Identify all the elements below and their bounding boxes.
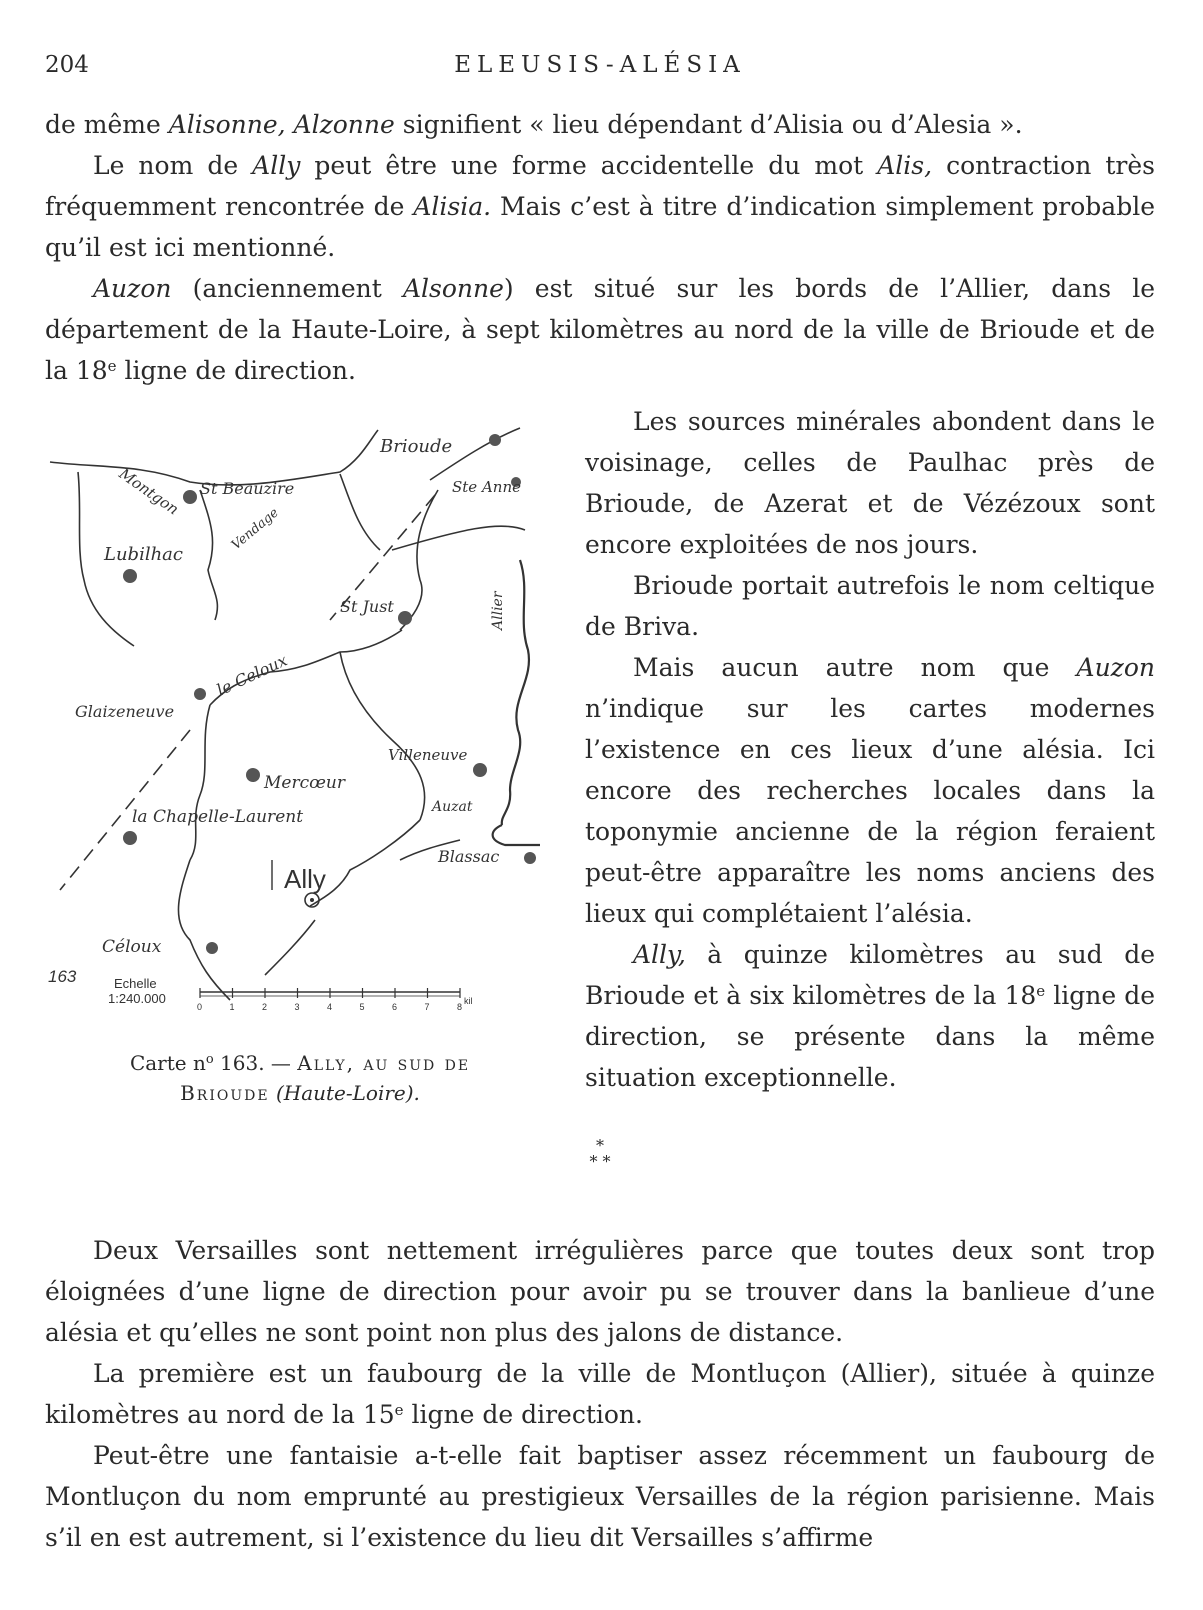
map-number: 163 — [48, 967, 77, 986]
map-scale — [48, 967, 473, 1012]
paragraph: Peut-être une fantaisie a-t-elle fait baptiser assez récemment un faubourg de Montluçon du nom emprunté au prestigieux Versailles de la région parisienne. Mais s’il en est autrement, si l’existence du lieu dit Versailles s’affirme — [45, 1441, 1155, 1552]
label-montgon: Montgon — [115, 464, 183, 519]
column-text-block — [585, 401, 1155, 1098]
paragraph: de même Alisonne, Alzonne signifient « lieu dépendant d’Alisia ou d’Alesia ». — [45, 110, 1023, 139]
paragraph: Auzon (anciennement Alsonne) est situé sur les bords de l’Allier, dans le département de la Haute-Loire, à sept kilomètres au nord de la ville de Brioude et de la 18e ligne de direction. — [45, 274, 1155, 385]
label-ally: Ally — [284, 864, 326, 894]
top-text-block — [45, 104, 1155, 391]
town-marker — [246, 768, 260, 782]
scale-tick-label: 0 — [197, 1002, 203, 1012]
label-allier: Allier — [490, 591, 506, 630]
running-title: ELEUSIS-ALÉSIA — [454, 52, 746, 78]
town-marker — [206, 942, 218, 954]
town-marker — [473, 763, 487, 777]
figure-caption: Carte $n^o$ 163. — Ally, au sud de Brioude (Haute-Loire). — [129, 1051, 471, 1105]
scale-tick-label: 2 — [262, 1002, 268, 1012]
bottom-text-block — [45, 1230, 1155, 1558]
paragraph: La première est un faubourg de la ville de Montluçon (Allier), située à quinze kilomètres au nord de la 15e ligne de direction. — [45, 1359, 1155, 1429]
town-marker — [183, 490, 197, 504]
scale-tick-label: 1 — [229, 1002, 235, 1012]
town-marker — [194, 688, 206, 700]
label-blassac: Blassac — [438, 847, 500, 866]
scale-unit: kil — [464, 996, 473, 1006]
label-lubilhac: Lubilhac — [104, 544, 183, 565]
scale-label: Echelle — [114, 976, 157, 991]
town-marker — [123, 831, 137, 845]
label-auzat: Auzat — [432, 799, 473, 815]
scale-tick-label: 5 — [359, 1002, 365, 1012]
town-marker — [398, 611, 412, 625]
label-ste-anne: Ste Anne — [452, 478, 521, 496]
label-la-chapelle-laurent: la Chapelle-Laurent — [132, 807, 304, 827]
paragraph: Les sources minérales abondent dans le voisinage, celles de Paulhac près de Brioude, de Azerat et de Vézézoux sont encore exploitées de nos jours. — [585, 407, 1155, 559]
paragraph: Ally, à quinze kilomètres au sud de Brioude et à six kilomètres de la 18e ligne de direction, se présente dans la même situation exceptionnelle. — [585, 940, 1155, 1092]
scale-ratio: 1:240.000 — [108, 991, 166, 1006]
town-marker — [123, 569, 137, 583]
label-celoux: Céloux — [102, 937, 162, 957]
label-st-beauzire: St Beauzire — [200, 479, 295, 498]
paragraph: Deux Versailles sont nettement irrégulières parce que toutes deux sont trop éloignées d’une ligne de direction pour avoir pu se trouver dans la banlieue d’une alésia et qu’elles ne sont point non plus des jalons de distance. — [45, 1236, 1155, 1347]
page-number: 204 — [45, 52, 89, 78]
map-figure — [40, 420, 560, 1040]
scale-tick-label: 6 — [392, 1002, 398, 1012]
label-glaizeneuve: Glaizeneuve — [75, 702, 175, 721]
scale-tick-label: 3 — [294, 1002, 300, 1012]
label-villeneuve: Villeneuve — [388, 746, 468, 764]
town-marker — [489, 434, 501, 446]
label-mercoeur: Mercœur — [264, 773, 345, 793]
label-brioude: Brioude — [380, 436, 453, 457]
label-vendage: Vendage — [228, 505, 282, 554]
scale-tick-label: 8 — [457, 1002, 463, 1012]
map-labels — [75, 436, 521, 957]
paragraph: Mais aucun autre nom que Auzon n’indique sur les cartes modernes l’existence en ces lieux d’une alésia. Ici encore des recherches locales dans la toponymie ancienne de la région feraient peut-être apparaître les noms anciens des lieux qui complétaient l’alésia. — [585, 653, 1155, 928]
paragraph: Brioude portait autrefois le nom celtique de Briva. — [585, 571, 1155, 641]
paragraph: Le nom de Ally peut être une forme accidentelle du mot Alis, contraction très fréquemment rencontrée de Alisia. Mais c’est à titre d’indication simplement probable qu’il est ici mentionné. — [45, 151, 1155, 262]
section-separator: * * * — [589, 1136, 611, 1171]
scale-tick-label: 4 — [327, 1002, 333, 1012]
page-header — [45, 52, 1155, 88]
label-le-celoux: le Celoux — [213, 650, 291, 700]
label-st-just: St Just — [340, 597, 394, 616]
scale-tick-label: 7 — [424, 1002, 430, 1012]
town-marker — [524, 852, 536, 864]
